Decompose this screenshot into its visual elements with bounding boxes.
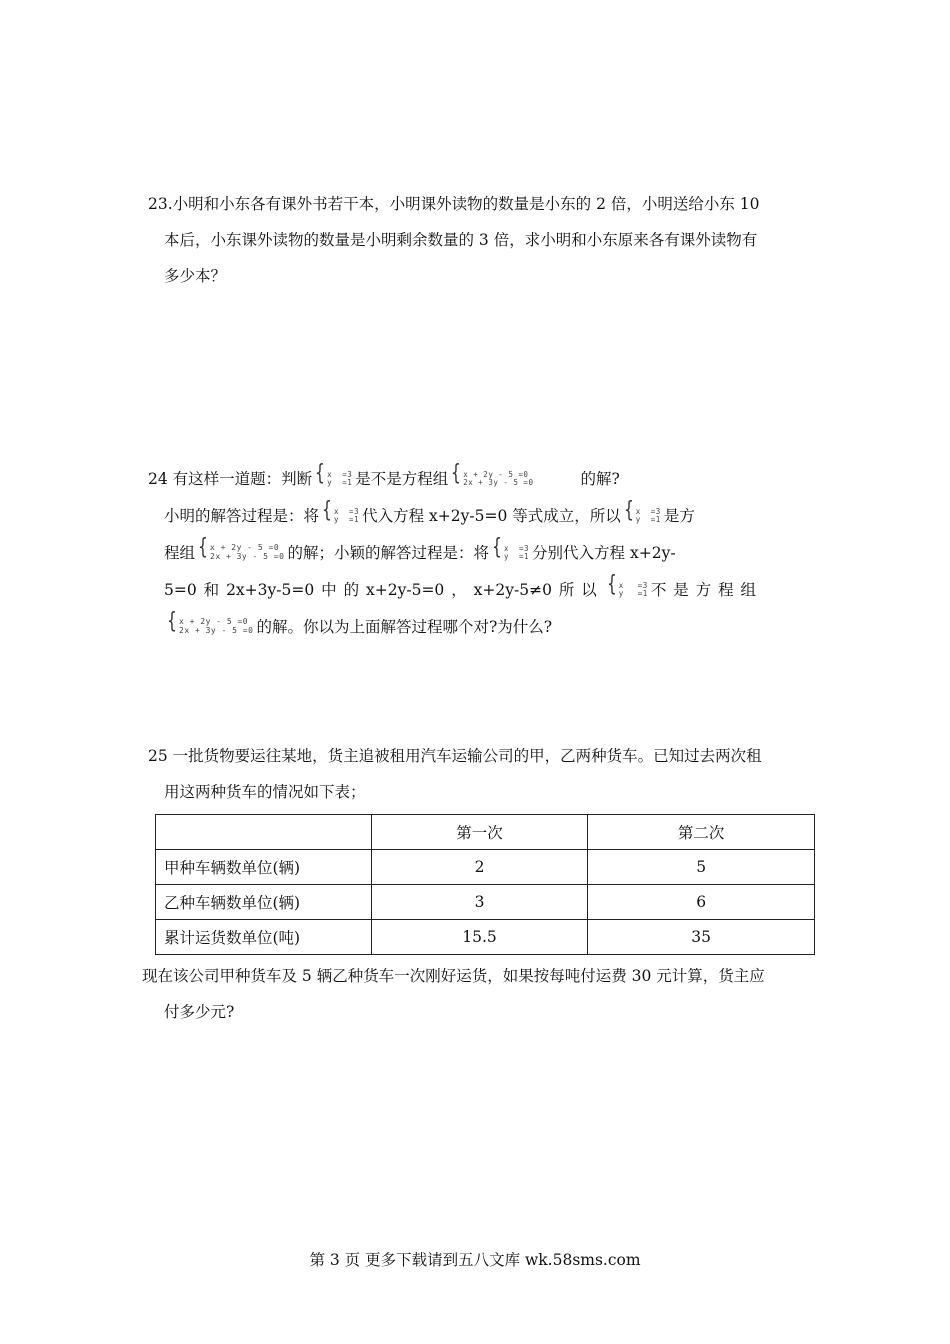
table-row <box>156 920 815 955</box>
table-header-row <box>156 815 815 850</box>
question-23 <box>148 186 808 294</box>
table-header-cell <box>156 815 372 850</box>
solution-system: { x =3 y =1 <box>315 461 353 487</box>
table-cell: 乙种车辆数单位(辆) <box>156 885 372 920</box>
table-cell: 2 <box>371 850 588 885</box>
question-25-continued <box>142 958 808 1030</box>
q25-line3: 现在该公司甲种货车及 5 辆乙种货车一次刚好运货，如果按每吨付运费 30 元计算，货主应 <box>142 967 765 985</box>
brace-icon: { <box>167 609 177 634</box>
q25-line4: 付多少元? <box>164 1003 235 1021</box>
solution-system: { x =3 y =1 <box>491 535 530 561</box>
q24-line4: 5=0 和 2x+3y-5=0 中 的 x+2y-5=0 ， x+2y-5≠0 所 以 { x =3 y =1 不 是 方 程 组 <box>148 572 808 609</box>
q24-text: 的解? <box>580 470 620 488</box>
solution-system: { x =3 y =1 <box>606 572 648 598</box>
q23-line2: 本后，小东课外读物的数量是小明剩余数量的 3 倍，求小明和小东原来各有课外读物有 <box>164 231 758 249</box>
question-25 <box>148 738 808 810</box>
table-cell: 甲种车辆数单位(辆) <box>156 850 372 885</box>
q24-line5: { x + 2y - 5 =0 2x + 3y - 5 =0 的解。你以为上面解答过程哪个对?为什么? <box>148 609 808 646</box>
table-cell: 35 <box>588 920 815 955</box>
question-24 <box>148 461 808 646</box>
brace-icon: { <box>315 461 325 486</box>
table-header-cell: 第二次 <box>588 815 815 850</box>
q25-line1: 25 一批货物要运往某地，货主追被租用汽车运输公司的甲，乙两种货车。已知过去两次租 <box>148 747 762 765</box>
q24-line3: 程组 { x + 2y - 5 =0 2x + 3y - 5 =0 的解；小颖的解答过程是：将 { x =3 y =1 分别代入方程 x+2y- <box>148 535 808 572</box>
brace-icon: { <box>606 572 617 597</box>
q24-line1 <box>148 461 808 498</box>
brace-icon: { <box>491 535 502 560</box>
q25-line2: 用这两种货车的情况如下表； <box>164 783 366 801</box>
equation-system: { x + 2y - 5 =0 2x + 3y - 5 =0 <box>198 535 285 561</box>
q24-text: 是不是方程组 <box>355 470 449 488</box>
page-footer: 第 3 页 更多下载请到五八文库 wk.58sms.com <box>309 1251 641 1269</box>
equation-system: { x + 2y - 5 =0 2x + 3y - 5 =0 <box>451 461 534 487</box>
table-row <box>156 885 815 920</box>
solution-system: { x =3 y =1 <box>322 498 360 524</box>
brace-icon: { <box>451 461 462 486</box>
table-cell: 3 <box>371 885 588 920</box>
brace-icon: { <box>623 498 634 523</box>
table-cell: 15.5 <box>371 920 588 955</box>
freight-table <box>155 814 815 955</box>
table-header-cell: 第一次 <box>371 815 588 850</box>
table-cell: 5 <box>588 850 815 885</box>
table-cell: 6 <box>588 885 815 920</box>
q24-line2: 小明的解答过程是：将 { x =3 y =1 代入方程 x+2y-5=0 等式成立，所以 { x =3 y =1 是方 <box>148 498 808 535</box>
q23-line1: 23.小明和小东各有课外书若干本，小明课外读物的数量是小东的 2 倍，小明送给小东 10 <box>148 195 760 213</box>
brace-icon: { <box>198 535 208 560</box>
brace-icon: { <box>322 498 332 523</box>
solution-system: { x =3 y =1 <box>623 498 661 524</box>
q24-text: 24 有这样一道题：判断 <box>148 470 313 488</box>
table-row <box>156 850 815 885</box>
table-cell: 累计运货数单位(吨) <box>156 920 372 955</box>
equation-system: { x + 2y - 5 =0 2x + 3y - 5 =0 <box>167 609 254 635</box>
q23-line3: 多少本？ <box>164 267 227 285</box>
